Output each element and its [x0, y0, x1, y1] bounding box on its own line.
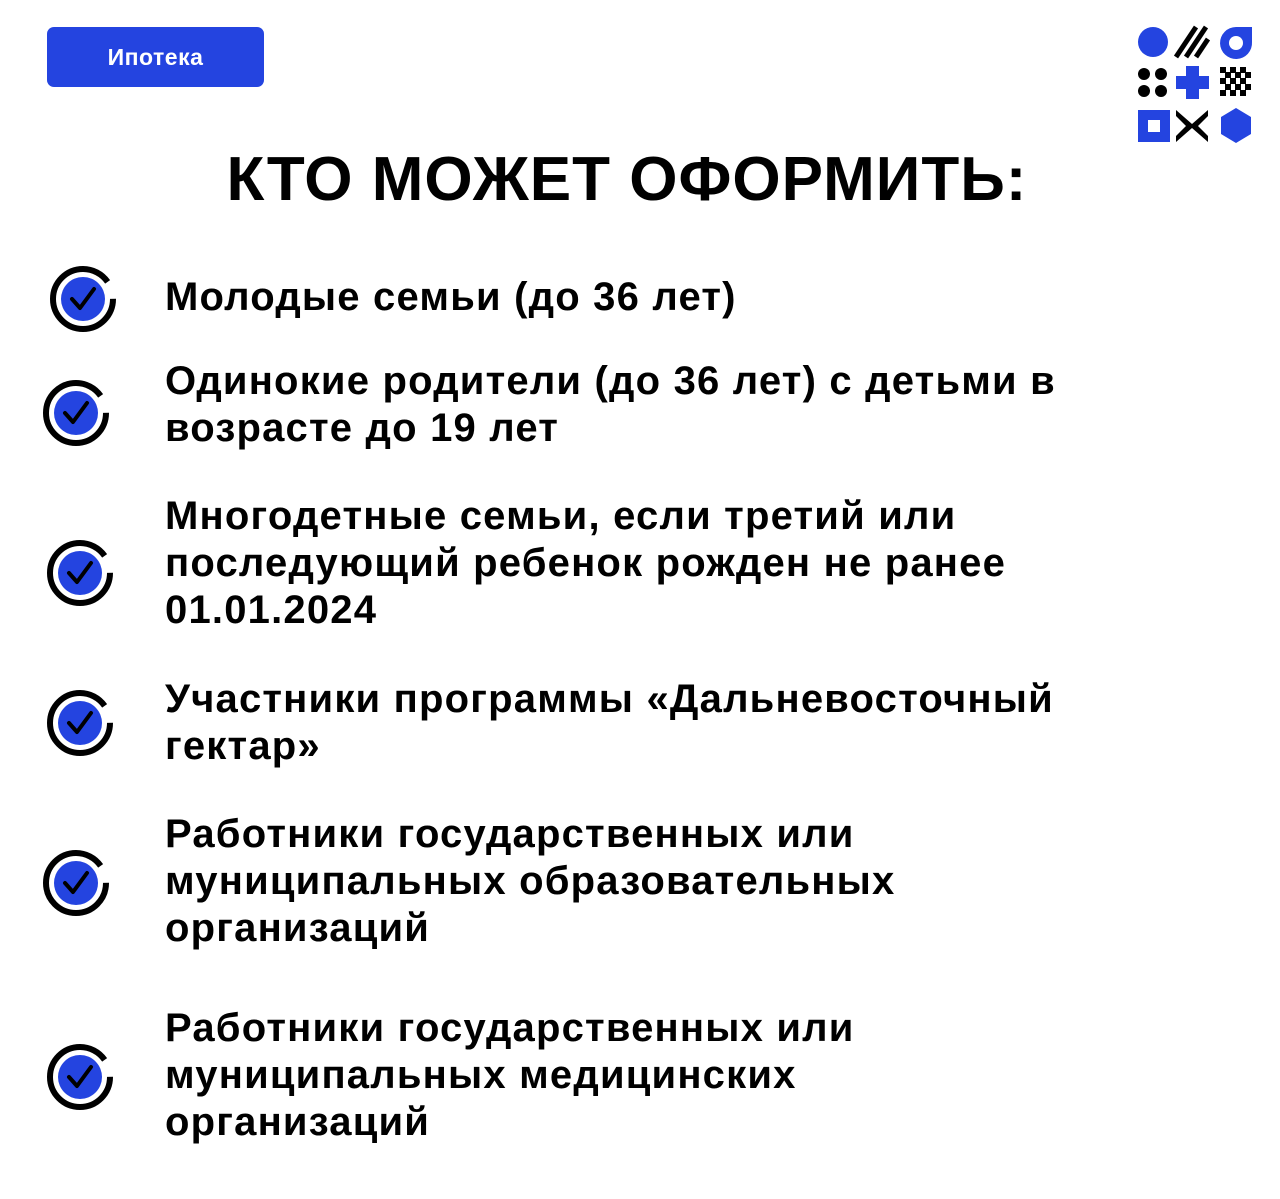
checkmark-circle-icon [41, 378, 111, 448]
checkmark-circle-icon [45, 1042, 115, 1112]
page-title: КТО МОЖЕТ ОФОРМИТЬ: [226, 145, 1028, 214]
geometric-pattern-logo-icon [1136, 24, 1254, 148]
list-item-text: Одинокие родители (до 36 лет) с детьми в возрасте до 19 лет [165, 359, 1056, 450]
list-item-text: Участники программы «Дальневосточный гектар» [165, 677, 1054, 768]
list-item-text: Работники государственных или муниципальных образовательных организаций [165, 812, 896, 950]
list-item-text: Работники государственных или муниципальных медицинских организаций [165, 1006, 855, 1144]
checkmark-circle-icon [45, 538, 115, 608]
checkmark-circle-icon [41, 848, 111, 918]
checkmark-circle-icon [48, 264, 118, 334]
category-tag: Ипотека [47, 27, 264, 87]
list-item-text: Многодетные семьи, если третий или последующий ребенок рожден не ранее 01.01.2024 [165, 494, 1007, 632]
list-item-text: Молодые семьи (до 36 лет) [165, 275, 737, 319]
checkmark-circle-icon [45, 688, 115, 758]
